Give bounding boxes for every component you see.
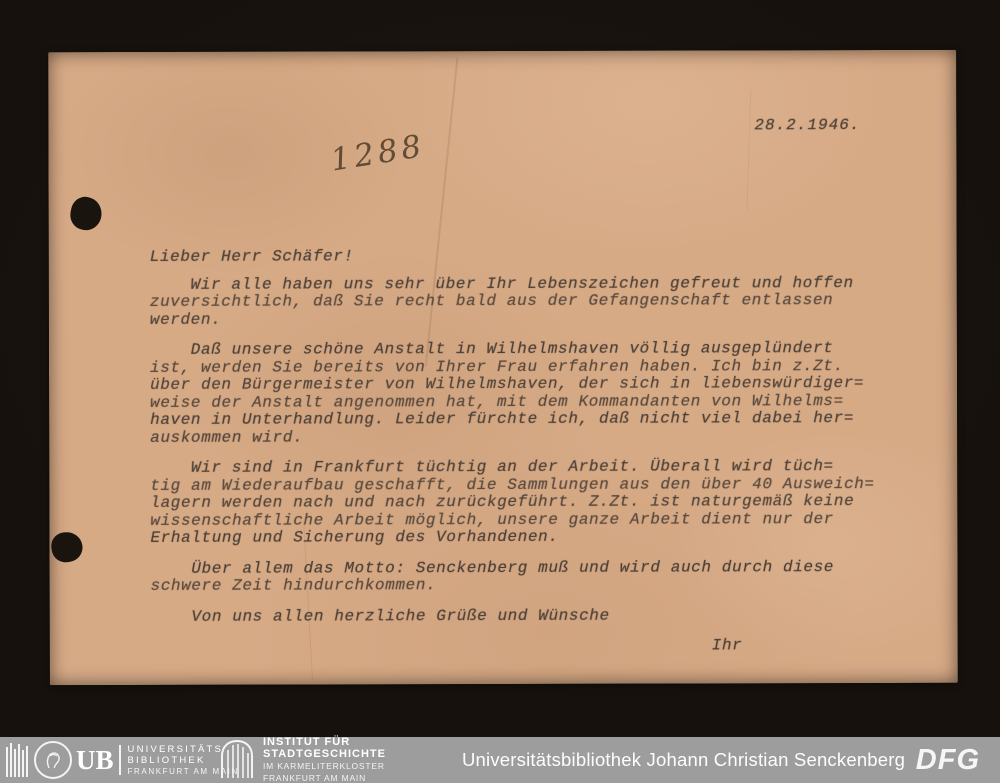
letter-line: werden. xyxy=(149,310,222,329)
salutation: Lieber Herr Schäfer! xyxy=(149,247,354,266)
letter-line: Wir sind in Frankfurt tüchtig an der Arbeit. Überall wird tüch= xyxy=(150,457,834,477)
goethe-portrait-icon xyxy=(34,741,72,779)
paragraph-2 xyxy=(150,340,875,447)
paragraph-1 xyxy=(150,275,874,329)
letter-line: schwere Zeit hindurchkommen. xyxy=(150,576,437,595)
letter-line: Über allem das Motto: Senckenberg muß und wird auch durch diese xyxy=(150,557,835,578)
letter-body xyxy=(150,247,875,639)
letter-line: Von uns allen herzliche Grüße und Wünsche xyxy=(150,606,610,626)
library-attribution-text: Universitätsbibliothek Johann Christian Senckenberg xyxy=(462,749,906,770)
letter-line: Wir alle haben uns sehr über Ihr Lebenszeichen gefreut und hoffen xyxy=(149,273,854,294)
logo-divider xyxy=(119,745,121,775)
letter-line: tig am Wiederaufbau geschafft, die Sammlungen aus den über 40 Ausweich= xyxy=(150,474,875,495)
letter-line: ist, werden Sie bereits von Ihrer Frau erfahren haben. Ich bin z.Zt. xyxy=(149,356,844,377)
letter-line: auskommen wird. xyxy=(150,428,304,447)
ub-frankfurt-logo xyxy=(6,737,239,783)
library-stripes-icon xyxy=(6,743,28,777)
letter-line: über den Bürgermeister von Wilhelmshaven, der sich in liebenswürdiger= xyxy=(150,374,865,394)
handwritten-archive-number: 1288 xyxy=(328,128,428,179)
letter-line: zuversichtlich, daß Sie recht bald aus der Gefangenschaft entlassen xyxy=(149,291,834,311)
ub-line-3: FRANKFURT AM MAIN xyxy=(127,766,239,776)
gothic-arch-icon xyxy=(219,738,255,783)
institut-line-4: FRANKFURT AM MAIN xyxy=(263,773,367,783)
institut-line-3: IM KARMELITERKLOSTER xyxy=(263,761,385,771)
paragraph-5 xyxy=(151,607,875,626)
institut-line-2: STADTGESCHICHTE xyxy=(263,748,386,760)
paragraph-4 xyxy=(151,559,875,596)
institut-logo-text xyxy=(263,736,386,783)
dfg-logo: DFG xyxy=(915,743,980,776)
punch-hole-bottom xyxy=(49,530,84,564)
letter-line: Daß unsere schöne Anstalt in Wilhelmshaven völlig ausgeplündert xyxy=(149,339,834,359)
institut-line-1: INSTITUT FÜR xyxy=(263,736,351,748)
ub-line-2: BIBLIOTHEK xyxy=(127,754,206,766)
letter-line: haven in Unterhandlung. Leider fürchte ich, daß nicht viel dabei her= xyxy=(150,409,855,429)
punch-hole-top xyxy=(68,194,105,233)
institut-stadtgeschichte-logo xyxy=(219,737,386,783)
letter-line: weise der Anstalt angenommen hat, mit dem Kommandanten von Wilhelms= xyxy=(150,391,844,412)
letter-line: lagern werden nach und nach zurückgeführt. Z.Zt. ist naturgemäß keine xyxy=(150,492,855,512)
paper-crease xyxy=(746,90,751,210)
letter-date: 28.2.1946. xyxy=(754,116,861,135)
signature: Ihr xyxy=(711,636,743,655)
footer-attribution-bar xyxy=(0,737,1000,783)
ub-line-1: UNIVERSITÄTS xyxy=(127,743,224,755)
paragraph-3 xyxy=(150,458,875,547)
letter-line: wissenschaftliche Arbeit möglich, unsere ganze Arbeit dient nur der xyxy=(150,509,834,530)
letter-paper xyxy=(48,50,958,685)
letter-line: Erhaltung und Sicherung des Vorhandenen. xyxy=(150,527,559,547)
ub-abbreviation: UB xyxy=(76,744,114,775)
